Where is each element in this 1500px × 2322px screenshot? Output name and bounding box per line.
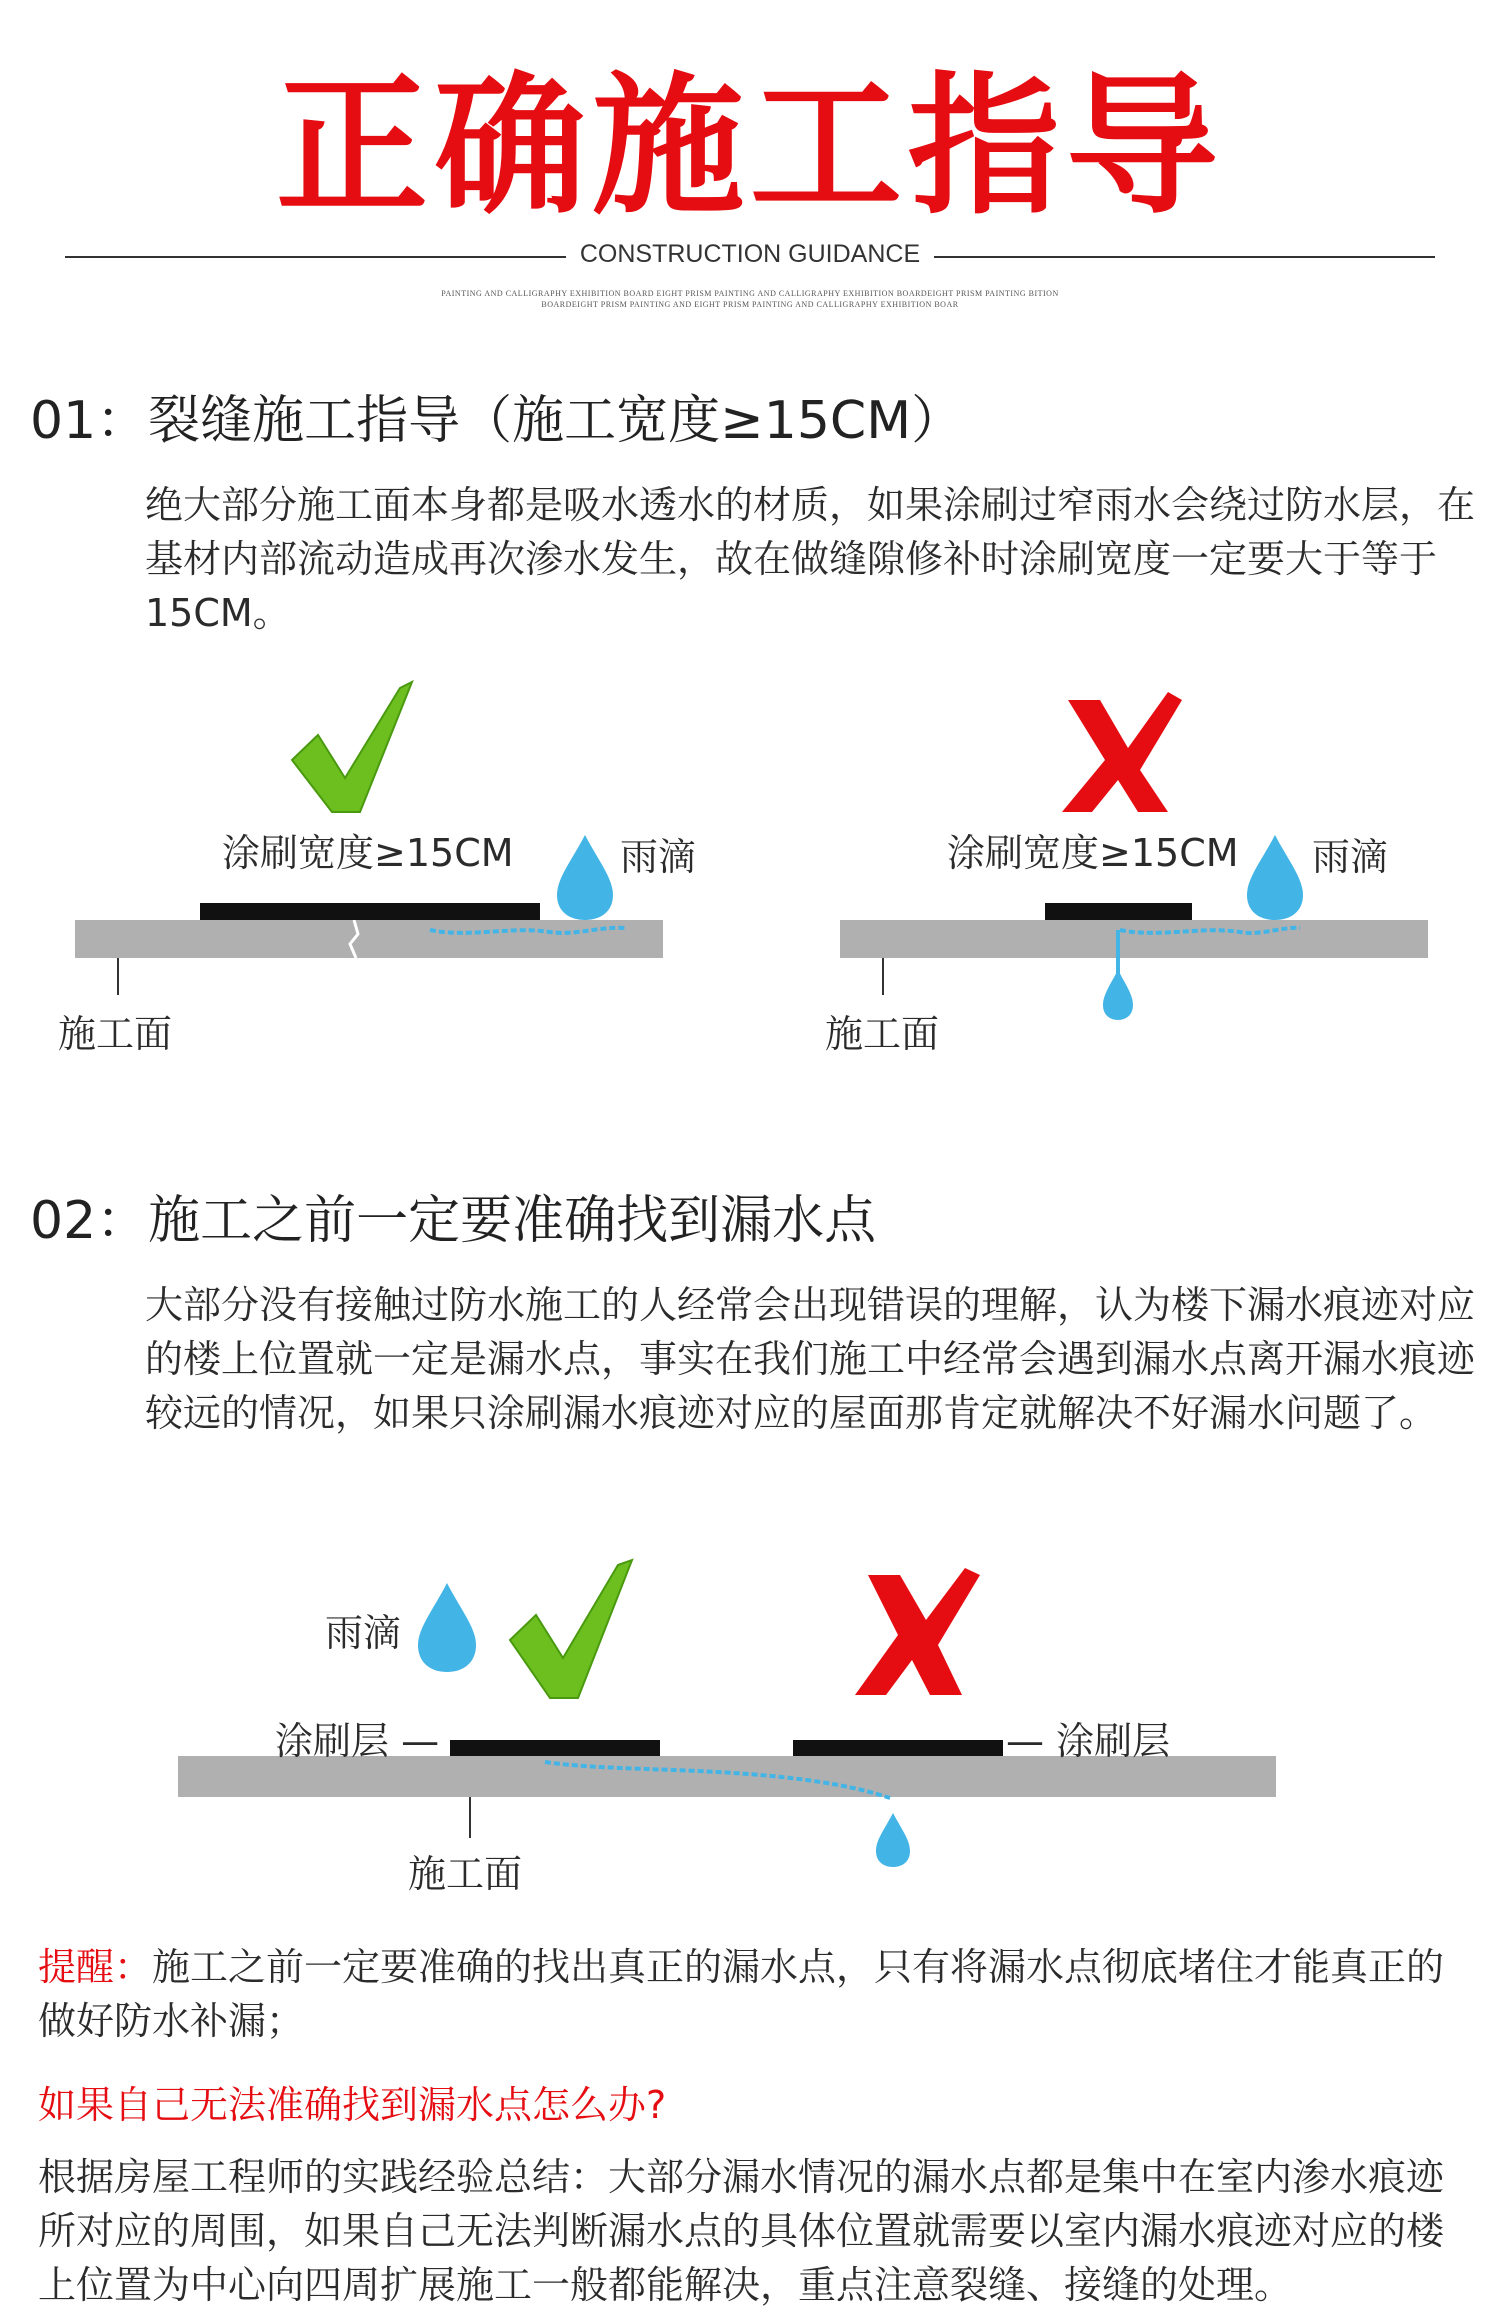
section2-right-coat-label: — 涂刷层 [1006, 1719, 1171, 1763]
left-width-label: 涂刷宽度≥15CM [222, 831, 514, 875]
right-width-label: 涂刷宽度≥15CM [947, 831, 1239, 875]
check-icon [292, 682, 412, 812]
reminder-label: 提醒： [38, 1945, 153, 1989]
coating-layer [1045, 903, 1192, 920]
raindrop-icon [418, 1583, 476, 1672]
raindrop-icon [1247, 835, 1303, 920]
coating-layer-left [450, 1740, 660, 1756]
raindrop-icon [557, 835, 613, 920]
reminder-block [38, 1940, 1478, 2048]
section2-paragraph: 大部分没有接触过防水施工的人经常会出现错误的理解，认为楼下漏水痕迹对应的楼上位置就一定是漏水点，事实在我们施工中经常会遇到漏水点离开漏水痕迹较远的情况，如果只涂刷漏水痕迹对应的屋面那肯定就解决不好漏水问题了。 [145, 1283, 1476, 1435]
reminder-text: 施工之前一定要准确的找出真正的漏水点，只有将漏水点彻底堵住才能真正的做好防水补漏； [38, 1945, 1445, 2043]
section2-heading: 02：施工之前一定要准确找到漏水点 [30, 1191, 877, 1251]
section2-left-coat-label: 涂刷层 — [275, 1719, 440, 1763]
section1-paragraph: 绝大部分施工面本身都是吸水透水的材质，如果涂刷过窄雨水会绕过防水层，在基材内部流动造成再次渗水发生，故在做缝隙修补时涂刷宽度一定要大于等于15CM。 [145, 483, 1476, 635]
cross-icon [1062, 692, 1182, 812]
section2-surface-label: 施工面 [408, 1852, 523, 1896]
section1-heading: 01：裂缝施工指导（施工宽度≥15CM） [30, 391, 964, 451]
answer-paragraph: 根据房屋工程师的实践经验总结：大部分漏水情况的漏水点都是集中在室内渗水痕迹所对应的周围，如果自己无法判断漏水点的具体位置就需要以室内漏水痕迹对应的楼上位置为中心向四周扩展施工一般都能解决，重点注意裂缝、接缝的处理。 [38, 2155, 1445, 2307]
check-icon [510, 1560, 632, 1698]
cross-icon [855, 1568, 980, 1695]
construction-surface [75, 920, 663, 958]
coating-layer-right [793, 1740, 1003, 1756]
section2-raindrop-label: 雨滴 [325, 1611, 402, 1655]
fine-print: PAINTING AND CALLIGRAPHY EXHIBITION BOARD EIGHT PRISM PAINTING AND CALLIGRAPHY EXHIBITION BOARDEIGHT PRISM PAINTING BITION BOARDEIGHT PRISM PAINTING AND EIGHT PRISM PAINTING AND CALLIGRAPHY EXHIBITION BOAR [441, 289, 1059, 309]
left-surface-label: 施工面 [58, 1012, 173, 1056]
right-surface-label: 施工面 [825, 1012, 940, 1056]
right-raindrop-label: 雨滴 [1312, 835, 1389, 879]
page-title: 正确施工指导 [276, 58, 1224, 235]
question-heading: 如果自己无法准确找到漏水点怎么办? [38, 2083, 667, 2127]
left-raindrop-label: 雨滴 [620, 835, 697, 879]
falling-drop-icon [876, 1813, 910, 1867]
subtitle-text: CONSTRUCTION GUIDANCE [566, 240, 934, 268]
coating-layer [200, 903, 540, 920]
falling-drop-icon [1103, 970, 1133, 1020]
construction-surface [840, 920, 1428, 958]
